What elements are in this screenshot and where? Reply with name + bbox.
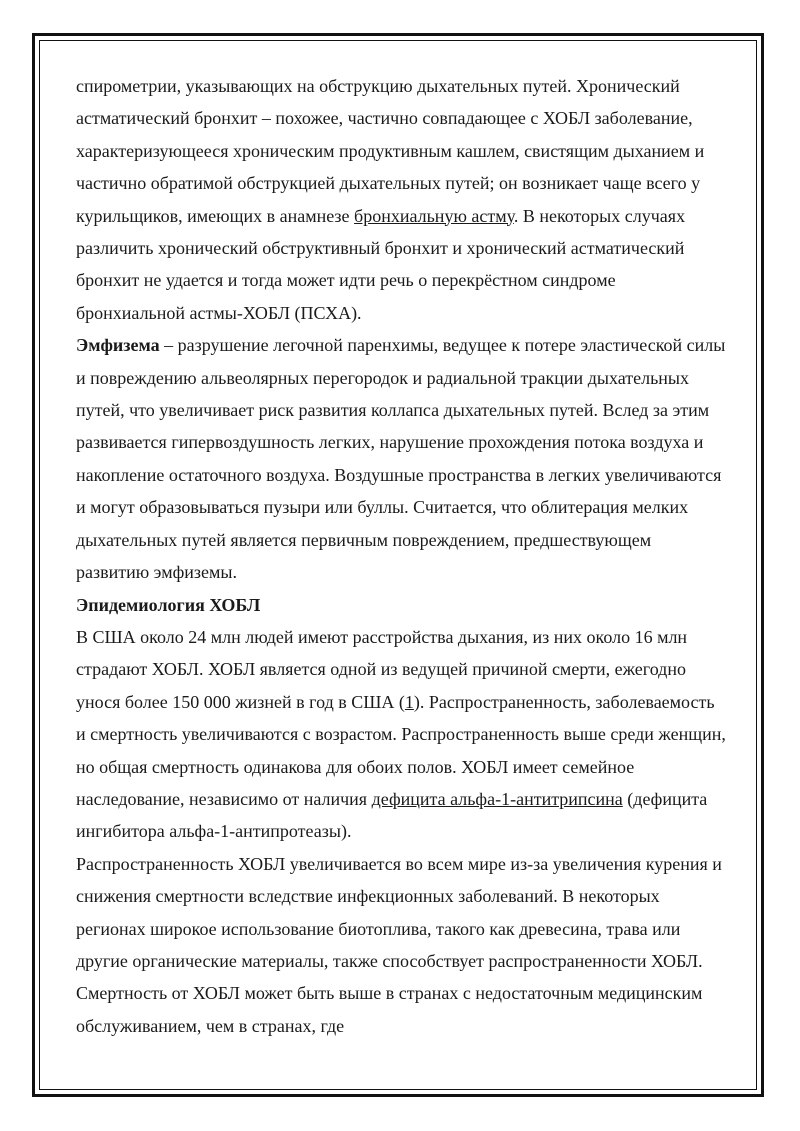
paragraph-text: В США около 24 млн людей имеют расстройства дыхания, из них около 16 млн страдают ХОБЛ. ХОБЛ является одной из ведущей причиной смерти, ежегодно унося более 150 000 жизней в год в США ( [76,626,688,712]
paragraph-emphysema [76,329,726,588]
paragraph-text: спирометрии, указывающих на обструкцию дыхательных путей. Хронический астматический бронхит – похожее, частично совпадающее с ХОБЛ заболевание, характеризующееся хроническим продуктивным кашлем, свистящим дыханием и частично обратимой обструкцией дыхательных путей; он возникает чаще всего у курильщиков, имеющих в анамнезе [76,76,705,226]
paragraph-epidemiology-usa [76,621,726,848]
paragraph-chronic-bronchitis [76,70,726,329]
paragraph-text: ). Распространенность, заболеваемость и смертность увеличиваются с возрастом. Распространенность выше среди женщин, но общая смертность одинакова для обоих полов. ХОБЛ имеет семейное наследование, независимо от наличия [76,691,726,809]
section-heading-epidemiology: Эпидемиология ХОБЛ [76,594,261,615]
document-body [76,70,726,1042]
paragraph-text: . В некоторых случаях различить хронический обструктивный бронхит и хронический астматический бронхит не удается и тогда может идти речь о перекрёстном синдроме бронхиальной астмы-ХОБЛ (ПСХА). [76,205,686,323]
paragraph-text: (дефицита ингибитора альфа-1-антипротеазы). [76,788,708,842]
paragraph-text: – разрушение легочной паренхимы, ведущее к потере эластической силы и повреждению альвеолярных перегородок и радиальной тракции дыхательных путей, что увеличивает риск развития коллапса дыхательных путей. Вслед за этим развивается гипервоздушность легких, нарушение прохождения потока воздуха и накопление остаточного воздуха. Воздушные пространства в легких увеличиваются и могут образовываться пузыри или буллы. Считается, что облитерация мелких дыхательных путей является первичным повреждением, предшествующем развитию эмфиземы. [76,335,726,583]
link-reference-1[interactable]: 1 [404,691,414,712]
paragraph-epidemiology-world: Распространенность ХОБЛ увеличивается во всем мире из-за увеличения курения и снижения смертности вследствие инфекционных заболеваний. В некоторых регионах широкое использование биотоплива, такого как древесина, трава или другие органические материалы, также способствует распространенности ХОБЛ. Смертность от ХОБЛ может быть выше в странах с недостаточным медицинским обслуживанием, чем в странах, где [76,853,722,1036]
link-asthma[interactable]: бронхиальную астму [354,205,514,226]
term-emphysema: Эмфизема [76,335,160,356]
link-alpha1-antitrypsin[interactable]: дефицита альфа-1-антитрипсина [371,788,623,809]
